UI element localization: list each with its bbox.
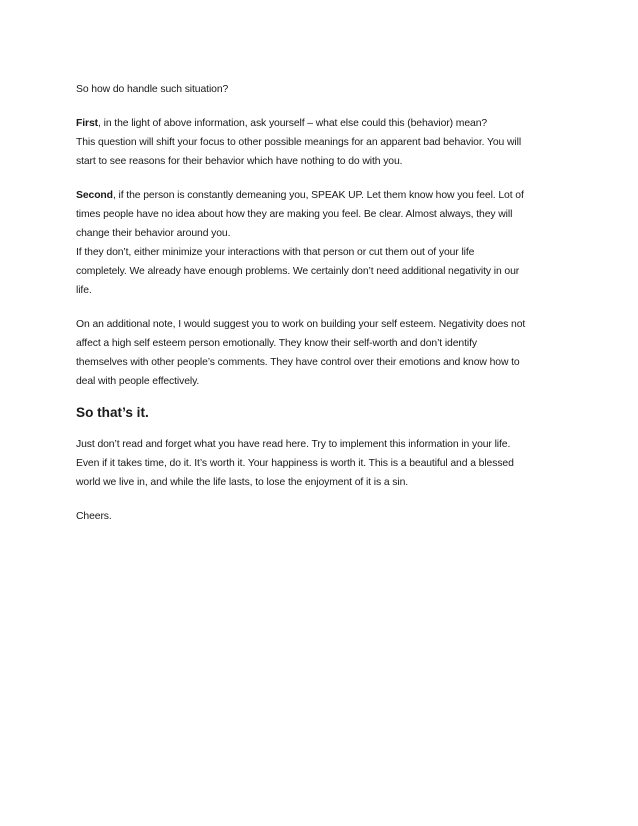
second-text: , if the person is constantly demeaning you, SPEAK UP. Let them know how you feel. Lot of bbox=[112, 190, 524, 201]
note-line: deal with people effectively. bbox=[76, 376, 200, 387]
section-heading: So that’s it. bbox=[76, 405, 149, 420]
second-point-line: change their behavior around you. bbox=[76, 228, 231, 239]
closing-line: Even if it takes time, do it. It’s worth it. Your happiness is worth it. This is a beautiful and a blessed bbox=[76, 458, 514, 469]
note-line: themselves with other people’s comments. They have control over their emotions and know how to bbox=[76, 357, 520, 368]
first-explanation-line: This question will shift your focus to other possible meanings for an apparent bad behavior. You will bbox=[76, 137, 522, 148]
second-label: Second bbox=[76, 190, 113, 201]
sign-off: Cheers. bbox=[76, 511, 112, 522]
second-point-line: If they don’t, either minimize your interactions with that person or cut them out of your life bbox=[76, 247, 475, 258]
second-point-line: completely. We already have enough problems. We certainly don’t need additional negativity in our bbox=[76, 266, 520, 277]
closing-line: Just don’t read and forget what you have read here. Try to implement this information in your life. bbox=[76, 439, 511, 450]
first-text: , in the light of above information, ask yourself – what else could this (behavior) mean? bbox=[98, 118, 488, 129]
first-label: First bbox=[76, 118, 99, 129]
second-point-line: life. bbox=[76, 285, 92, 296]
second-point bbox=[76, 186, 572, 205]
first-point bbox=[76, 114, 572, 133]
document-body bbox=[76, 80, 572, 526]
intro-question: So how do handle such situation? bbox=[76, 84, 229, 95]
note-line: On an additional note, I would suggest you to work on building your self esteem. Negativity does not bbox=[76, 319, 526, 330]
closing-line: world we live in, and while the life lasts, to lose the enjoyment of it is a sin. bbox=[76, 477, 409, 488]
note-line: affect a high self esteem person emotionally. They know their self-worth and don’t identify bbox=[76, 338, 477, 349]
first-explanation-line: start to see reasons for their behavior which have nothing to do with you. bbox=[76, 156, 403, 167]
second-point-line: times people have no idea about how they are making you feel. Be clear. Almost always, they will bbox=[76, 209, 513, 220]
